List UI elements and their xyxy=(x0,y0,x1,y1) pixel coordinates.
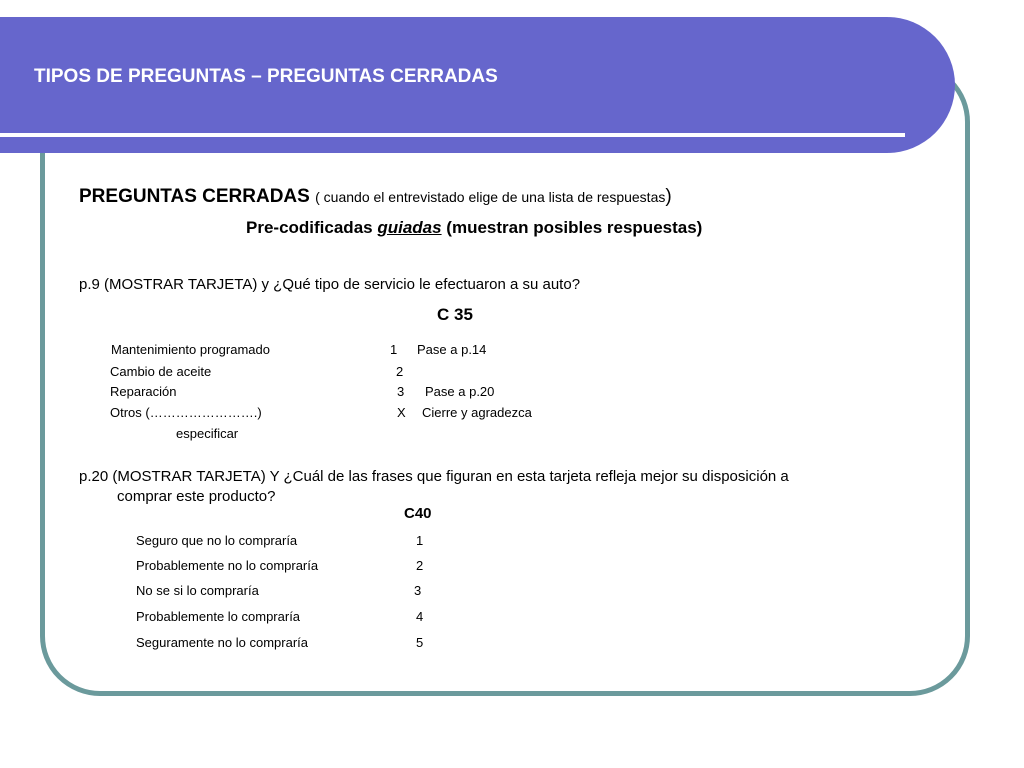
q1-option-instruction: Cierre y agradezca xyxy=(422,405,532,420)
subheading-pre: Pre-codificadas xyxy=(246,218,378,237)
q1-option-label: Reparación xyxy=(110,384,177,399)
q1-option-code: 1 xyxy=(390,342,398,357)
question-2-text-line1: p.20 (MOSTRAR TARJETA) Y ¿Cuál de las frases que figuran en esta tarjeta refleja mejor su disposición a xyxy=(79,468,789,485)
q1-option-label: Otros (…………………….) xyxy=(110,405,262,420)
question-2-text-line2: comprar este producto? xyxy=(117,488,276,505)
section-heading: PREGUNTAS CERRADAS xyxy=(79,186,310,207)
q1-option-instruction: Pase a p.14 xyxy=(417,342,487,357)
q2-option-code: 1 xyxy=(416,533,424,548)
q2-option-label: Seguramente no lo compraría xyxy=(136,635,308,650)
q2-option-label: Probablemente lo compraría xyxy=(136,609,301,624)
q1-option-label: Cambio de aceite xyxy=(110,364,212,379)
q1-option-code: X xyxy=(397,405,406,420)
subheading-emphasis: guiadas xyxy=(377,218,442,237)
q2-option-code: 5 xyxy=(416,635,424,650)
title-divider xyxy=(0,133,905,137)
q2-option-code: 3 xyxy=(414,583,422,598)
q1-specify-note: especificar xyxy=(176,426,239,441)
content-frame xyxy=(40,62,970,696)
section-heading-line xyxy=(79,186,672,208)
question-1-code: C 35 xyxy=(437,305,473,324)
question-2-code: C40 xyxy=(404,505,432,522)
slide-title: TIPOS DE PREGUNTAS – PREGUNTAS CERRADAS xyxy=(34,66,498,87)
section-heading-close: ) xyxy=(665,186,672,207)
q2-option-label: No se si lo compraría xyxy=(136,583,259,598)
subheading-post: (muestran posibles respuestas) xyxy=(441,218,703,237)
section-heading-note: ( cuando el entrevistado elige de una lista de respuestas xyxy=(315,189,666,205)
q2-option-code: 4 xyxy=(416,609,424,624)
section-subheading xyxy=(246,218,702,238)
q2-option-label: Probablemente no lo compraría xyxy=(136,558,319,573)
q1-option-instruction: Pase a p.20 xyxy=(425,384,495,399)
q2-option-label: Seguro que no lo compraría xyxy=(136,533,298,548)
question-1-text: p.9 (MOSTRAR TARJETA) y ¿Qué tipo de servicio le efectuaron a su auto? xyxy=(79,276,581,293)
q2-option-code: 2 xyxy=(416,558,424,573)
q1-option-code: 2 xyxy=(396,364,404,379)
q1-option-code: 3 xyxy=(397,384,405,399)
q1-option-label: Mantenimiento programado xyxy=(111,342,270,357)
